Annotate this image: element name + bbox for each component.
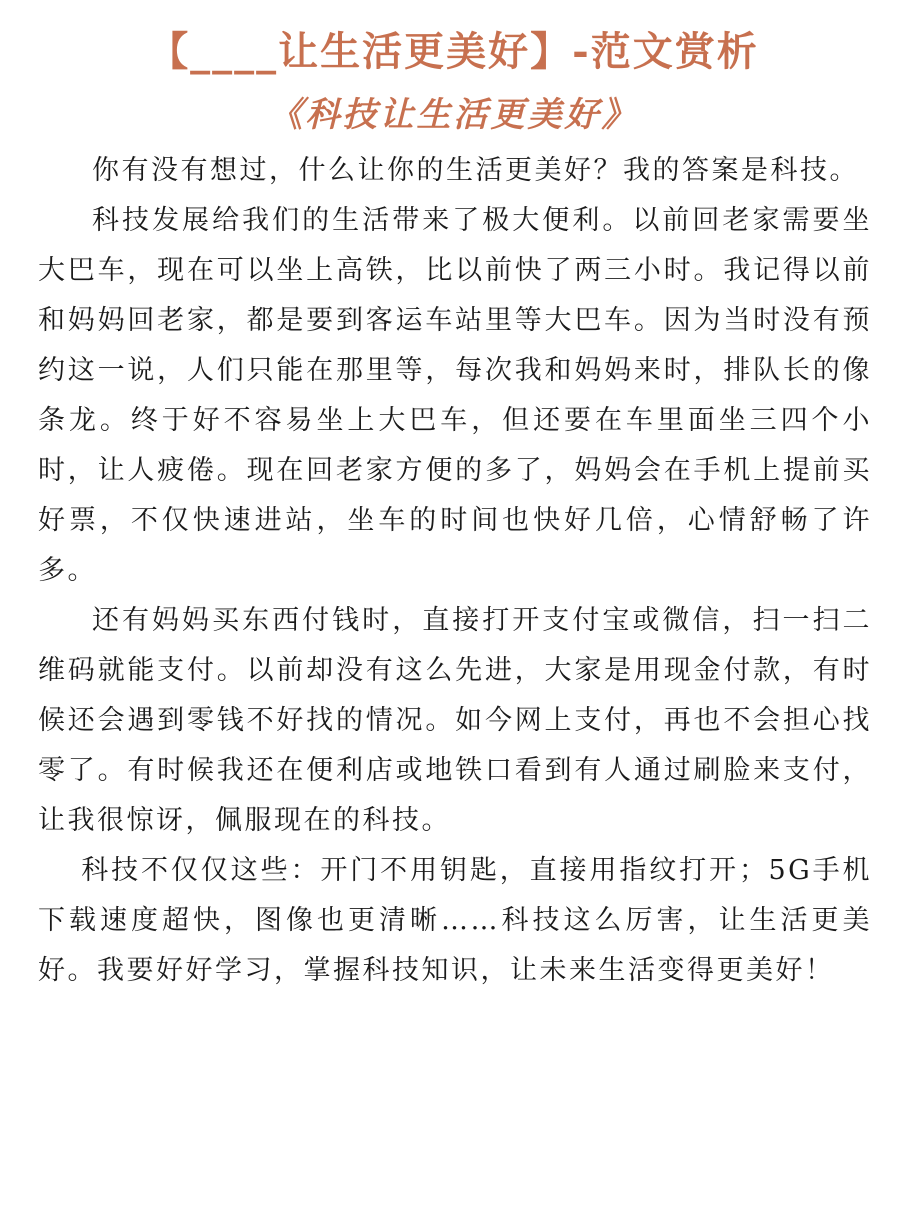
essay-title: 《科技让生活更美好》	[268, 95, 639, 135]
essay-paragraph-3: 还有妈妈买东西付钱时，直接打开支付宝或微信，扫一扫二维码就能支付。以前却没有这么先进，大家是用现金付款，有时候还会遇到零钱不好找的情况。如今网上支付，再也不会担心找零了。有时候我还在便利店或地铁口看到有人通过刷脸来支付，让我很惊讶，佩服现在的科技。	[38, 605, 872, 836]
essay-paragraph-2: 科技发展给我们的生活带来了极大便利。以前回老家需要坐大巴车，现在可以坐上高铁，比以前快了两三小时。我记得以前和妈妈回老家，都是要到客运车站里等大巴车。因为当时没有预约这一说，人们只能在那里等，每次我和妈妈来时，排队长的像条龙。终于好不容易坐上大巴车，但还要在车里面坐三四个小时，让人疲倦。现在回老家方便的多了，妈妈会在手机上提前买好票，不仅快速进站，坐车的时间也快好几倍，心情舒畅了许多。	[38, 205, 872, 586]
essay-body	[38, 146, 872, 996]
essay-paragraph-1: 你有没有想过，什么让你的生活更美好？我的答案是科技。	[92, 155, 859, 186]
page-title: 【____让生活更美好】-范文赏析	[148, 28, 759, 75]
essay-paragraph-4: 科技不仅仅这些：开门不用钥匙，直接用指纹打开；5G手机下载速度超快，图像也更清晰……科技这么厉害，让生活更美好。我要好好学习，掌握科技知识，让未来生活变得更美好！	[38, 855, 872, 986]
